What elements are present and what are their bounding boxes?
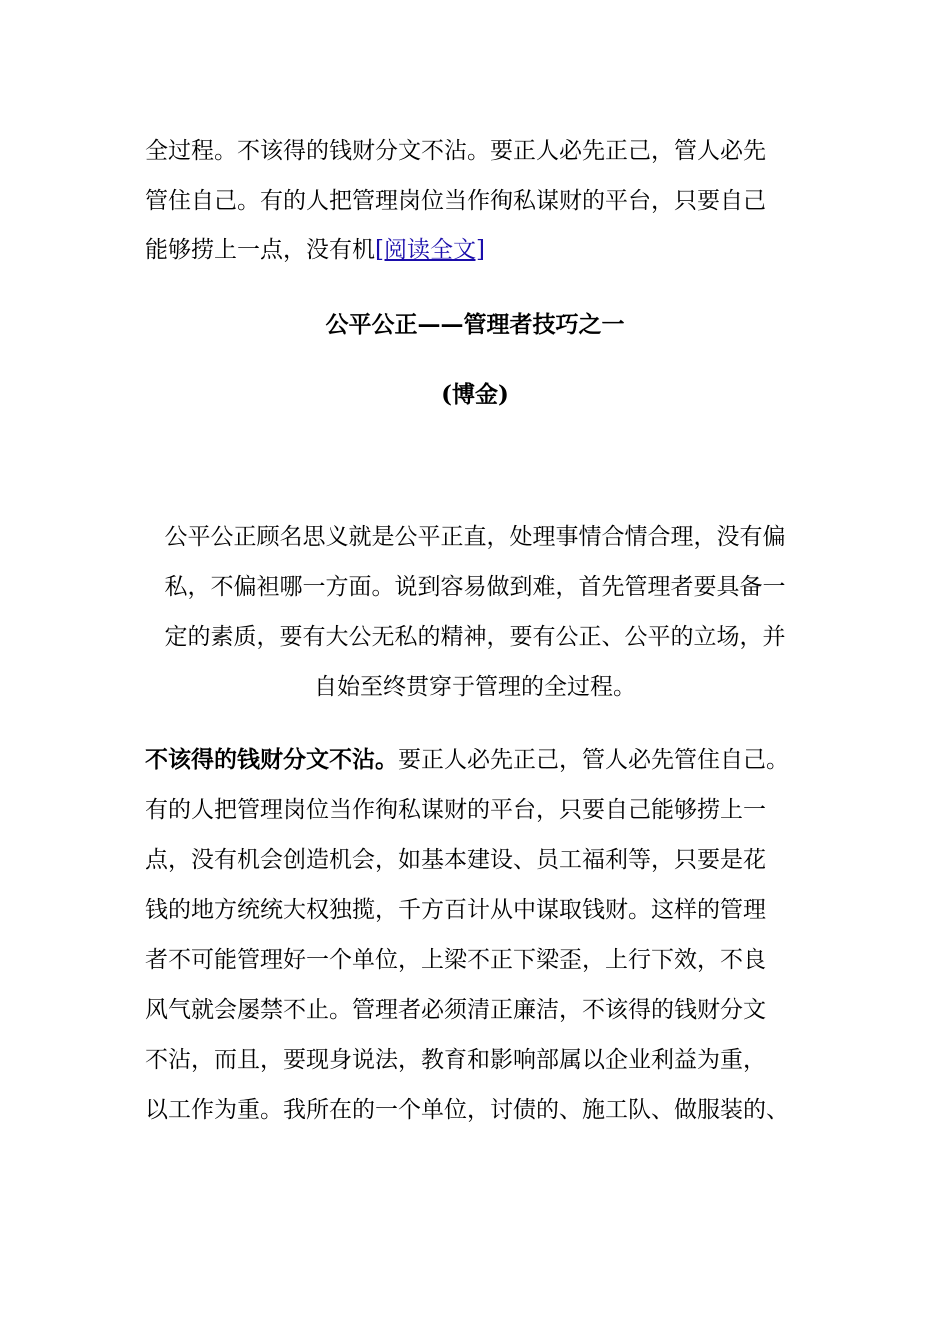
body-line: 者不可能管理好一个单位，上梁不正下梁歪，上行下效，不良	[145, 947, 766, 973]
lead-line: 私，不偏袒哪一方面。说到容易做到难，首先管理者要具备一	[164, 574, 786, 600]
intro-line-text: 能够捞上一点，没有机	[145, 237, 375, 263]
read-more-link[interactable]: [阅读全文]	[375, 237, 485, 263]
body-line: 有的人把管理岗位当作徇私谋财的平台，只要自己能够捞上一	[145, 797, 766, 823]
body-line: 不沾，而且，要现身说法，教育和影响部属以企业利益为重，	[145, 1047, 766, 1073]
article-author: (博金)	[441, 381, 509, 408]
lead-line: 公平公正顾名思义就是公平正直，处理事情合情合理，没有偏	[164, 524, 786, 550]
body-first-rest: 要正人必先正己，管人必先管住自己。	[398, 747, 789, 773]
lead-line: 定的素质，要有大公无私的精神，要有公正、公平的立场，并	[164, 624, 786, 650]
body-line: 以工作为重。我所在的一个单位，讨债的、施工队、做服装的、	[145, 1097, 789, 1123]
article-title: 公平公正——管理者技巧之一	[325, 311, 625, 338]
intro-line-last	[145, 235, 805, 265]
intro-line: 全过程。不该得的钱财分文不沾。要正人必先正己，管人必先	[145, 138, 766, 164]
body-line: 风气就会屡禁不止。管理者必须清正廉洁，不该得的钱财分文	[145, 997, 766, 1023]
body-line: 点，没有机会创造机会，如基本建设、员工福利等，只要是花	[145, 847, 766, 873]
body-line: 钱的地方统统大权独揽，千方百计从中谋取钱财。这样的管理	[145, 897, 766, 923]
body-first-line	[145, 745, 805, 775]
intro-line: 管住自己。有的人把管理岗位当作徇私谋财的平台，只要自己	[145, 188, 766, 214]
lead-line: 自始至终贯穿于管理的全过程。	[314, 674, 636, 700]
body-bold-heading: 不该得的钱财分文不沾。	[145, 746, 398, 773]
